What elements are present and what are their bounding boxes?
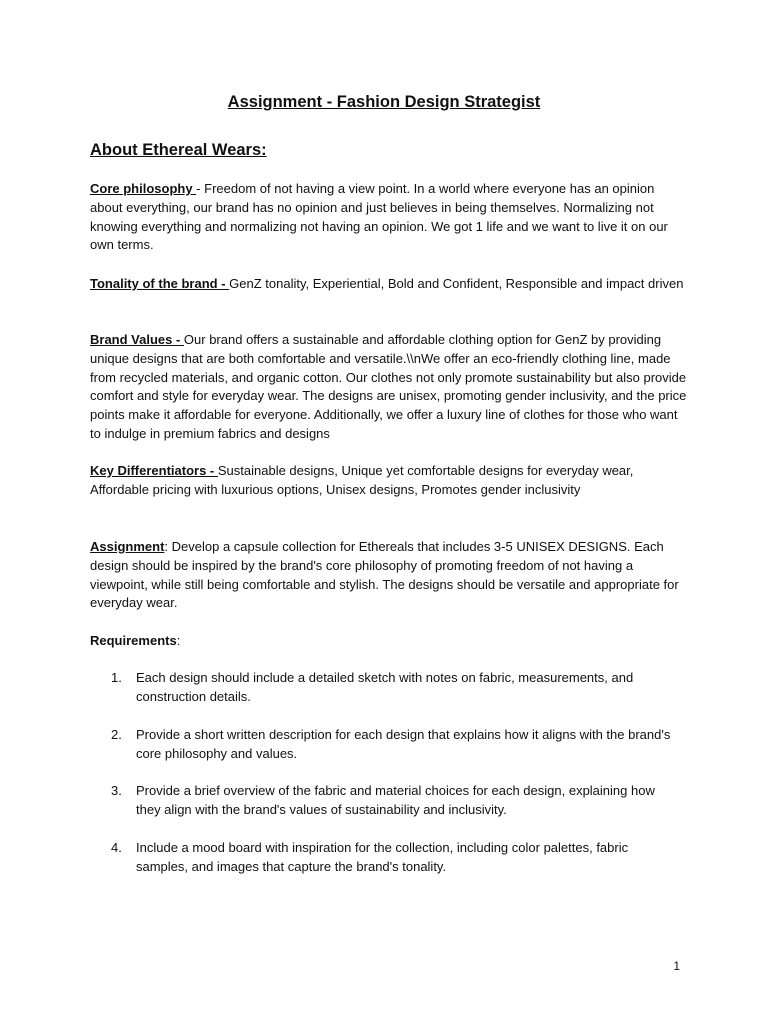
requirement-item	[111, 669, 671, 707]
requirements-separator: :	[176, 633, 181, 648]
key-differentiators-paragraph	[90, 462, 690, 500]
assignment-separator: :	[164, 539, 172, 554]
requirements-heading	[90, 632, 690, 651]
brand-values-label: Brand Values -	[90, 332, 184, 347]
requirements-label: Requirements	[90, 633, 177, 648]
page-number: 1	[673, 959, 680, 973]
assignment-text: Develop a capsule collection for Ethereals that includes 3-5 UNISEX DESIGNS. Each design should be inspired by the brand's core philosophy of promoting freedom of not having a viewpoint, while still being comfortable and stylish. The designs should be versatile and appropriate for everyday wear.	[90, 539, 679, 611]
key-differentiators-text: Sustainable designs, Unique yet comfortable designs for everyday wear, Affordable pricing with luxurious options, Unisex designs, Promotes gender inclusivity	[90, 463, 634, 497]
requirement-text: Provide a brief overview of the fabric and material choices for each design, explaining how they align with the brand's values of sustainability and inclusivity.	[136, 783, 655, 817]
core-philosophy-paragraph	[90, 180, 690, 255]
tonality-text: GenZ tonality, Experiential, Bold and Confident, Responsible and impact driven	[229, 276, 684, 291]
requirement-text: Include a mood board with inspiration for the collection, including color palettes, fabric samples, and images that capture the brand's tonality.	[136, 840, 629, 874]
tonality-paragraph	[90, 275, 690, 294]
core-philosophy-text: Freedom of not having a view point. In a world where everyone has an opinion about everything, our brand has no opinion and just believes in being themselves. Normalizing not knowing everything and normalizing not having an opinion. We got 1 life and we want to live it on our own terms.	[90, 181, 668, 253]
requirement-item	[111, 726, 671, 764]
key-differentiators-label: Key Differentiators -	[90, 463, 218, 478]
tonality-label: Tonality of the brand -	[90, 276, 230, 291]
assignment-label: Assignment	[90, 539, 165, 554]
requirement-number: 4.	[111, 840, 122, 855]
assignment-paragraph	[90, 538, 690, 613]
requirement-number: 1.	[111, 670, 122, 685]
core-philosophy-label: Core philosophy	[90, 181, 197, 196]
requirement-item	[111, 839, 671, 877]
document-title: Assignment - Fashion Design Strategist	[227, 93, 541, 111]
requirement-text: Each design should include a detailed sketch with notes on fabric, measurements, and construction details.	[136, 670, 634, 704]
requirement-item	[111, 782, 671, 820]
core-philosophy-separator: -	[196, 181, 205, 196]
requirement-number: 2.	[111, 727, 122, 742]
about-heading: About Ethereal Wears:	[90, 141, 267, 159]
requirement-text: Provide a short written description for each design that explains how it aligns with the brand's core philosophy and values.	[136, 727, 671, 761]
brand-values-text: Our brand offers a sustainable and affordable clothing option for GenZ by providing unique designs that are both comfortable and versatile.\\nWe offer an eco-friendly clothing line, made from recycled materials, and organic cotton. Our clothes not only promote sustainability but also provide comfort and style for everyday wear. The designs are unisex, promoting gender inclusivity, and the price points make it affordable for everyone. Additionally, we offer a luxury line of clothes for those who want to indulge in premium fabrics and designs	[90, 332, 687, 441]
brand-values-paragraph	[90, 331, 690, 444]
requirement-number: 3.	[111, 783, 122, 798]
